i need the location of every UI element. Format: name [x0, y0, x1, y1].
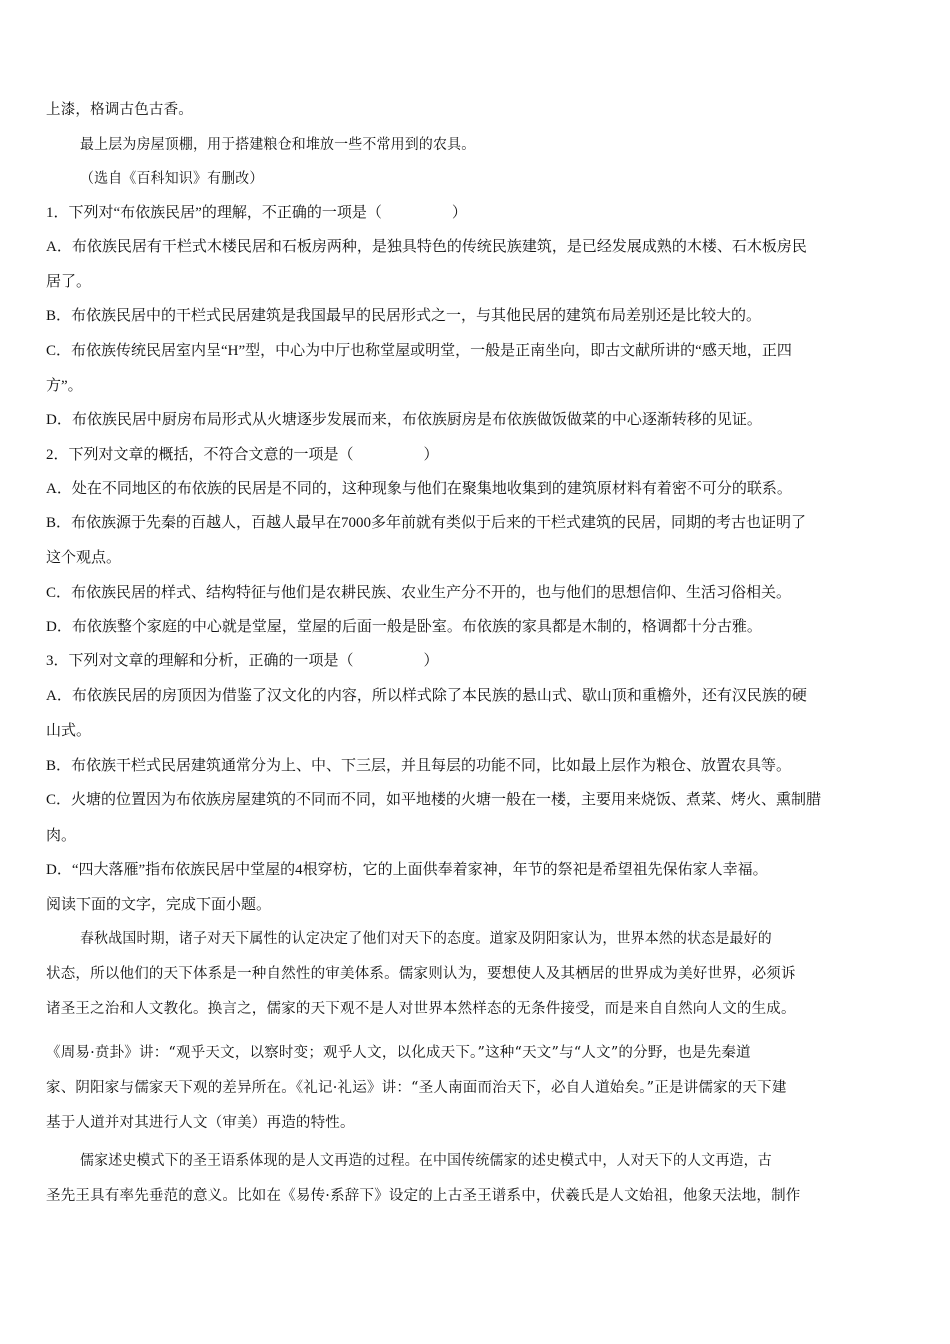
- q1-option-d: D．布依族民居中厨房布局形式从火塘逐步发展而来，布依族厨房是布依族做饭做菜的中心逐渐转移的见证。: [46, 412, 762, 428]
- q1-option-a: A．布依族民居有干栏式木楼民居和石板房两种，是独具特色的传统民族建筑，是已经发展成熟的木楼、石木板房民: [46, 239, 807, 255]
- q3-option-c: C．火塘的位置因为布依族房屋建筑的不同而不同，如平地楼的火塘一般在一楼，主要用来烧饭、煮菜、烤火、熏制腊: [46, 792, 822, 808]
- passage2-line: 诸圣王之治和人文教化。换言之，儒家的天下观不是人对世界本然样态的无条件接受，而是来自自然向人文的生成。: [46, 1001, 796, 1017]
- passage2-line: 状态，所以他们的天下体系是一种自然性的审美体系。儒家则认为，要想使人及其栖居的世界成为美好世界，必须诉: [46, 966, 796, 982]
- q1-option-a-cont: 居了。: [46, 274, 92, 290]
- q3-option-a-cont: 山式。: [46, 723, 92, 739]
- q1-option-c: C．布依族传统民居室内呈“H”型，中心为中厅也称堂屋或明堂，一般是正南坐向，即古文献所讲的“感天地，正四: [46, 343, 792, 359]
- question-1-stem: 1．下列对“布依族民居”的理解，不正确的一项是（ ）: [46, 205, 467, 221]
- q1-option-c-cont: 方”。: [46, 378, 83, 394]
- question-2-stem: 2．下列对文章的概括，不符合文意的一项是（ ）: [46, 447, 439, 463]
- q2-option-d: D．布依族整个家庭的中心就是堂屋，堂屋的后面一般是卧室。布依族的家具都是木制的，格调都十分古雅。: [46, 619, 762, 635]
- q3-option-a: A．布依族民居的房顶因为借鉴了汉文化的内容，所以样式除了本民族的悬山式、歇山顶和重檐外，还有汉民族的硬: [46, 688, 807, 704]
- q3-option-d: D．“四大落雁”指布依族民居中堂屋的4根穿枋，它的上面供奉着家神，年节的祭祀是希望祖先保佑家人幸福。: [46, 862, 768, 878]
- passage2-line: 家、阴阳家与儒家天下观的差异所在。《礼记·礼运》讲：“圣人南面而治天下，必自人道始矣。”正是讲儒家的天下建: [46, 1080, 787, 1096]
- passage2-line: 儒家述史模式下的圣王语系体现的是人文再造的过程。在中国传统儒家的述史模式中，人对天下的人文再造，古: [80, 1153, 772, 1169]
- q2-option-a: A．处在不同地区的布依族的民居是不同的，这种现象与他们在聚集地收集到的建筑原材料有着密不可分的联系。: [46, 481, 792, 497]
- passage2-line: 基于人道并对其进行人文（审美）再造的特性。: [46, 1115, 355, 1131]
- q1-option-b: B．布依族民居中的干栏式民居建筑是我国最早的民居形式之一，与其他民居的建筑布局差别还是比较大的。: [46, 308, 762, 324]
- passage2-line: 《周易·贲卦》讲：“观乎天文，以察时变；观乎人文，以化成天下。”这种“天文”与“人文”的分野，也是先秦道: [46, 1045, 751, 1061]
- reading-instruction: 阅读下面的文字，完成下面小题。: [46, 897, 272, 913]
- q2-option-b-cont: 这个观点。: [46, 550, 122, 566]
- passage1-line: 最上层为房屋顶棚，用于搭建粮仓和堆放一些不常用到的农具。: [80, 137, 476, 153]
- question-3-stem: 3．下列对文章的理解和分析，正确的一项是（ ）: [46, 653, 439, 669]
- q3-option-c-cont: 肉。: [46, 828, 77, 844]
- passage2-line: 春秋战国时期，诸子对天下属性的认定决定了他们对天下的态度。道家及阴阳家认为，世界本然的状态是最好的: [80, 931, 772, 947]
- q2-option-b: B．布依族源于先秦的百越人，百越人最早在7000多年前就有类似于后来的干栏式建筑的民居，同期的考古也证明了: [46, 515, 807, 531]
- passage1-source: （选自《百科知识》有删改）: [80, 171, 264, 187]
- passage1-line: 上漆，格调古色古香。: [46, 102, 193, 118]
- q3-option-b: B．布依族干栏式民居建筑通常分为上、中、下三层，并且每层的功能不同，比如最上层作为粮仓、放置农具等。: [46, 758, 792, 774]
- passage2-line: 圣先王具有率先垂范的意义。比如在《易传·系辞下》设定的上古圣王谱系中，伏羲氏是人文始祖，他象天法地，制作: [46, 1188, 801, 1204]
- q2-option-c: C．布依族民居的样式、结构特征与他们是农耕民族、农业生产分不开的，也与他们的思想信仰、生活习俗相关。: [46, 585, 792, 601]
